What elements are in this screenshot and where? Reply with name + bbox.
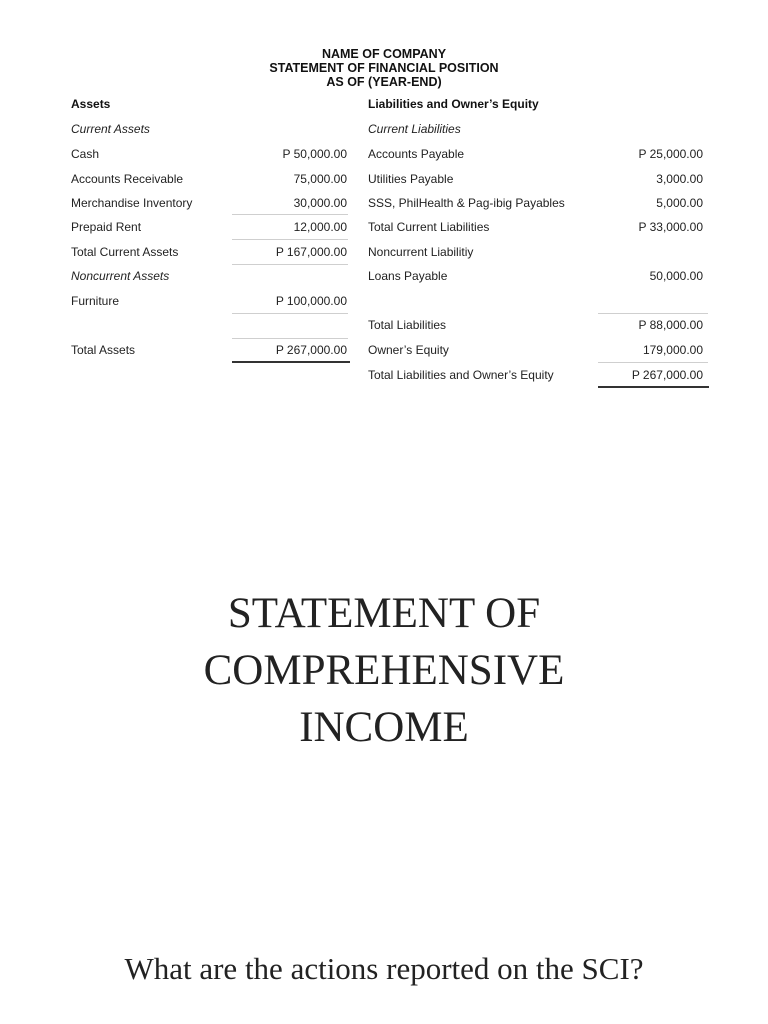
utilities-payable-amount: 3,000.00: [656, 172, 703, 186]
rule-line: [232, 313, 348, 314]
accounts-receivable-label: Accounts Receivable: [71, 172, 184, 186]
rule-line: [232, 264, 348, 265]
statement-header: [0, 47, 768, 89]
accounts-receivable-amount: 75,000.00: [293, 172, 347, 186]
total-liabilities-equity-label: Total Liabilities and Owner’s Equity: [368, 368, 554, 382]
noncurrent-liability-heading: Noncurrent Liabilitiy: [368, 245, 474, 259]
rule-line: [232, 214, 348, 215]
loans-payable-amount: 50,000.00: [649, 269, 703, 283]
total-current-assets-amount: P 167,000.00: [275, 245, 347, 259]
furniture-label: Furniture: [71, 294, 120, 308]
rule-line: [598, 313, 708, 314]
cash-amount: P 50,000.00: [282, 147, 347, 161]
section-title-line: INCOME: [299, 704, 469, 751]
section-title: [0, 585, 768, 756]
total-current-liabilities-label: Total Current Liabilities: [368, 220, 490, 234]
rule-line: [598, 362, 708, 363]
prepaid-rent-label: Prepaid Rent: [71, 220, 142, 234]
owners-equity-label: Owner’s Equity: [368, 343, 449, 357]
total-assets-label: Total Assets: [71, 343, 136, 357]
section-title-line: COMPREHENSIVE: [203, 647, 565, 694]
sss-philhealth-payables-amount: 5,000.00: [656, 196, 703, 210]
company-name: NAME OF COMPANY: [321, 47, 447, 61]
total-current-liabilities-amount: P 33,000.00: [638, 220, 703, 234]
total-assets-amount: P 267,000.00: [275, 343, 347, 357]
current-liabilities-heading: Current Liabilities: [368, 122, 461, 136]
statement-title: STATEMENT OF FINANCIAL POSITION: [269, 61, 499, 75]
liabilities-equity-title: Liabilities and Owner’s Equity: [368, 97, 539, 111]
rule-line: [232, 338, 348, 339]
question-text: What are the actions reported on the SCI?: [124, 951, 644, 986]
double-rule-line: [232, 361, 350, 363]
statement-date: AS OF (YEAR-END): [326, 75, 442, 89]
cash-label: Cash: [71, 147, 100, 161]
rule-line: [232, 239, 348, 240]
merchandise-inventory-label: Merchandise Inventory: [71, 196, 193, 210]
assets-title: Assets: [71, 97, 111, 111]
owners-equity-amount: 179,000.00: [642, 343, 703, 357]
merchandise-inventory-amount: 30,000.00: [293, 196, 347, 210]
section-title-line: STATEMENT OF: [227, 590, 541, 637]
double-rule-line: [598, 386, 709, 388]
furniture-amount: P 100,000.00: [275, 294, 347, 308]
loans-payable-label: Loans Payable: [368, 269, 448, 283]
sss-philhealth-payables-label: SSS, PhilHealth & Pag-ibig Payables: [368, 196, 565, 210]
accounts-payable-amount: P 25,000.00: [638, 147, 703, 161]
accounts-payable-label: Accounts Payable: [368, 147, 465, 161]
total-liabilities-equity-amount: P 267,000.00: [631, 368, 703, 382]
prepaid-rent-amount: 12,000.00: [293, 220, 347, 234]
total-liabilities-label: Total Liabilities: [368, 318, 447, 332]
current-assets-heading: Current Assets: [71, 122, 150, 136]
total-liabilities-amount: P 88,000.00: [638, 318, 703, 332]
utilities-payable-label: Utilities Payable: [368, 172, 454, 186]
total-current-assets-label: Total Current Assets: [71, 245, 179, 259]
noncurrent-assets-heading: Noncurrent Assets: [71, 269, 170, 283]
